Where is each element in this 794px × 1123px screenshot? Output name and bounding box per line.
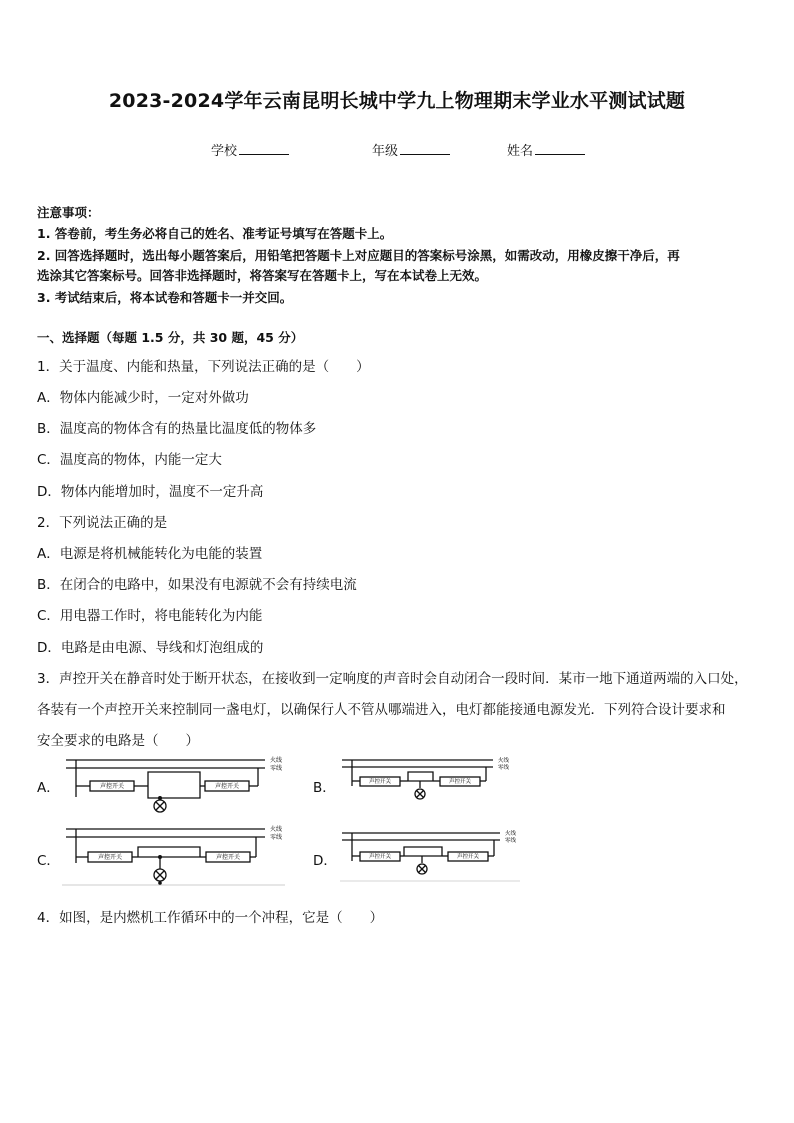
q3-stem-line-2: 各装有一个声控开关来控制同一盏电灯，以确保行人不管从哪端进入，电灯都能接通电源发光．下列符合设计要求和: [37, 702, 726, 718]
circuit-d-neutral-label: 零线: [505, 838, 517, 844]
q3-option-b-label: B．: [313, 780, 336, 796]
circuit-c-switch-1: 声控开关: [97, 854, 123, 861]
circuit-d-switch-2: 声控开关: [456, 854, 480, 860]
q1-option-b: B．温度高的物体含有的热量比温度低的物体多: [37, 421, 317, 437]
notice-item-2-line-2: 选涂其它答案标号。回答非选择题时，将答案写在答题卡上，写在本试卷上无效。: [37, 268, 488, 283]
q3-circuit-a: [60, 752, 290, 817]
circuit-c-neutral-label: 零线: [270, 834, 283, 841]
q1-option-d: D．物体内能增加时，温度不一定升高: [37, 484, 264, 500]
q4-stem: 4．如图，是内燃机工作循环中的一个冲程，它是（ ）: [37, 910, 384, 926]
q3-stem-line-3: 安全要求的电路是（ ）: [37, 733, 199, 749]
circuit-b-live-label: 火线: [498, 758, 510, 764]
circuit-a-switch-2: 声控开关: [214, 783, 240, 790]
circuit-a-switch-1: 声控开关: [99, 783, 125, 790]
q2-option-c: C．用电器工作时，将电能转化为内能: [37, 608, 263, 624]
notice-item-3: 3. 考试结束后，将本试卷和答题卡一并交回。: [37, 290, 293, 305]
notice-heading: 注意事项：: [37, 205, 100, 220]
grade-blank: [400, 142, 450, 155]
q1-option-c: C．温度高的物体，内能一定大: [37, 452, 222, 468]
name-blank: [535, 142, 585, 155]
q2-option-b: B．在闭合的电路中，如果没有电源就不会有持续电流: [37, 577, 357, 593]
circuit-d-live-label: 火线: [505, 831, 517, 837]
circuit-b-neutral-label: 零线: [498, 765, 510, 771]
grade-label: 年级: [372, 144, 399, 159]
q3-circuit-b: [338, 752, 516, 804]
section-heading: 一、选择题（每题 1.5 分，共 30 题，45 分）: [37, 330, 304, 345]
notice-item-1: 1. 答卷前，考生务必将自己的姓名、准考证号填写在答题卡上。: [37, 226, 393, 241]
page-title: 2023-2024学年云南昆明长城中学九上物理期末学业水平测试试题: [108, 90, 686, 112]
school-field: [211, 140, 289, 159]
notice-item-2-line-1: 2. 回答选择题时，选出每小题答案后，用铅笔把答题卡上对应题目的答案标号涂黑，如需改动，用橡皮擦干净后，再: [37, 248, 680, 263]
q2-option-a: A．电源是将机械能转化为电能的装置: [37, 546, 263, 562]
circuit-a-live-label: 火线: [270, 757, 283, 764]
q3-circuit-c: [60, 823, 290, 888]
circuit-c-switch-2: 声控开关: [215, 854, 241, 861]
circuit-c-live-label: 火线: [270, 826, 283, 833]
q3-circuit-d: [338, 825, 523, 883]
q2-stem: 2．下列说法正确的是: [37, 515, 168, 531]
school-blank: [239, 142, 289, 155]
q3-stem-line-1: 3．声控开关在静音时处于断开状态，在接收到一定响度的声音时会自动闭合一段时间．某市一地下通道两端的入口处，: [37, 671, 748, 687]
q2-option-d: D．电路是由电源、导线和灯泡组成的: [37, 640, 264, 656]
name-field: [507, 140, 585, 159]
q1-stem: 1．关于温度、内能和热量，下列说法正确的是（ ）: [37, 359, 370, 375]
grade-field: [372, 140, 450, 159]
circuit-d-switch-1: 声控开关: [368, 854, 392, 860]
q3-option-c-label: C．: [37, 853, 60, 869]
q3-option-a-label: A．: [37, 780, 60, 796]
name-label: 姓名: [507, 144, 534, 159]
school-label: 学校: [211, 144, 238, 159]
circuit-a-neutral-label: 零线: [270, 765, 283, 772]
q1-option-a: A．物体内能减少时，一定对外做功: [37, 390, 249, 406]
circuit-b-switch-1: 声控开关: [368, 779, 392, 785]
circuit-b-switch-2: 声控开关: [448, 779, 472, 785]
q3-option-d-label: D．: [313, 853, 337, 869]
